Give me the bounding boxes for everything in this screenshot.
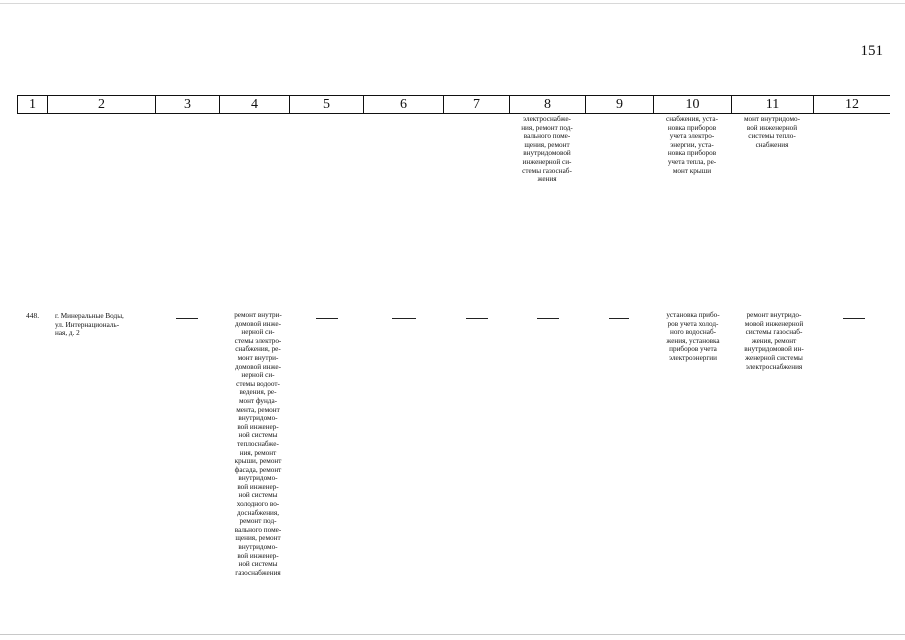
header-col-1: 1: [17, 96, 47, 113]
row-number: 448.: [26, 311, 40, 320]
empty-dash-col5: [316, 318, 338, 319]
empty-dash-col12: [843, 318, 865, 319]
works-cell-col4: ремонт внутри- домовой инже- нерной си- стемы электро- снабжения, ре- монт внутри- домовой инже- нерной си- стемы водоот- ведения, ре- монт фунда- мента, ремонт внутридомо- вой инженер- ной системы теплоснабже- ния, ремонт крыши, ремонт фасада, ремонт внутридомо- вой инженер- ной системы холодного во- доснабжения, ремонт под- вального поме- щения, ремонт внутридомо- вой инженер- ной системы газоснабжения: [234, 311, 282, 577]
works-cell-col10: установка прибо- ров учета холод- ного водоснаб- жения, установка приборов учета электроэнергии: [666, 311, 720, 362]
empty-dash-col6: [392, 318, 416, 319]
header-col-3: 3: [155, 96, 219, 113]
header-col-5: 5: [289, 96, 363, 113]
scan-bottom-edge: [0, 634, 905, 635]
header-col-8: 8: [509, 96, 585, 113]
header-col-11: 11: [731, 96, 813, 113]
cont-cell-col8: электроснабже- ния, ремонт под- вального поме- щения, ремонт внутридомовой инженерной си- стемы газоснаб- жения: [521, 115, 573, 184]
header-col-12: 12: [813, 96, 890, 113]
header-col-7: 7: [443, 96, 509, 113]
works-cell-col11: ремонт внутридо- мовой инженерной системы газоснаб- жения, ремонт внутридомовой ин- женерной системы электроснабжения: [744, 311, 804, 371]
empty-dash-col7: [466, 318, 488, 319]
address-cell: г. Минеральные Воды, ул. Интернациональ- ная, д. 2: [55, 312, 124, 338]
header-col-6: 6: [363, 96, 443, 113]
header-col-10: 10: [653, 96, 731, 113]
cont-cell-col11: монт внутридомо- вой инженерной системы тепло- снабжения: [743, 115, 801, 149]
scan-top-edge: [0, 3, 905, 4]
header-col-2: 2: [47, 96, 155, 113]
page-number: 151: [860, 43, 883, 59]
empty-dash-col8: [537, 318, 559, 319]
header-col-9: 9: [585, 96, 653, 113]
empty-dash-col9: [609, 318, 629, 319]
empty-dash-col3: [176, 318, 198, 319]
cont-cell-col10: снабжения, уста- новка приборов учета электро- энергии, уста- новка приборов учета тепла, ре- монт крыши: [666, 115, 718, 175]
header-col-4: 4: [219, 96, 289, 113]
table-header-row: [17, 95, 890, 114]
